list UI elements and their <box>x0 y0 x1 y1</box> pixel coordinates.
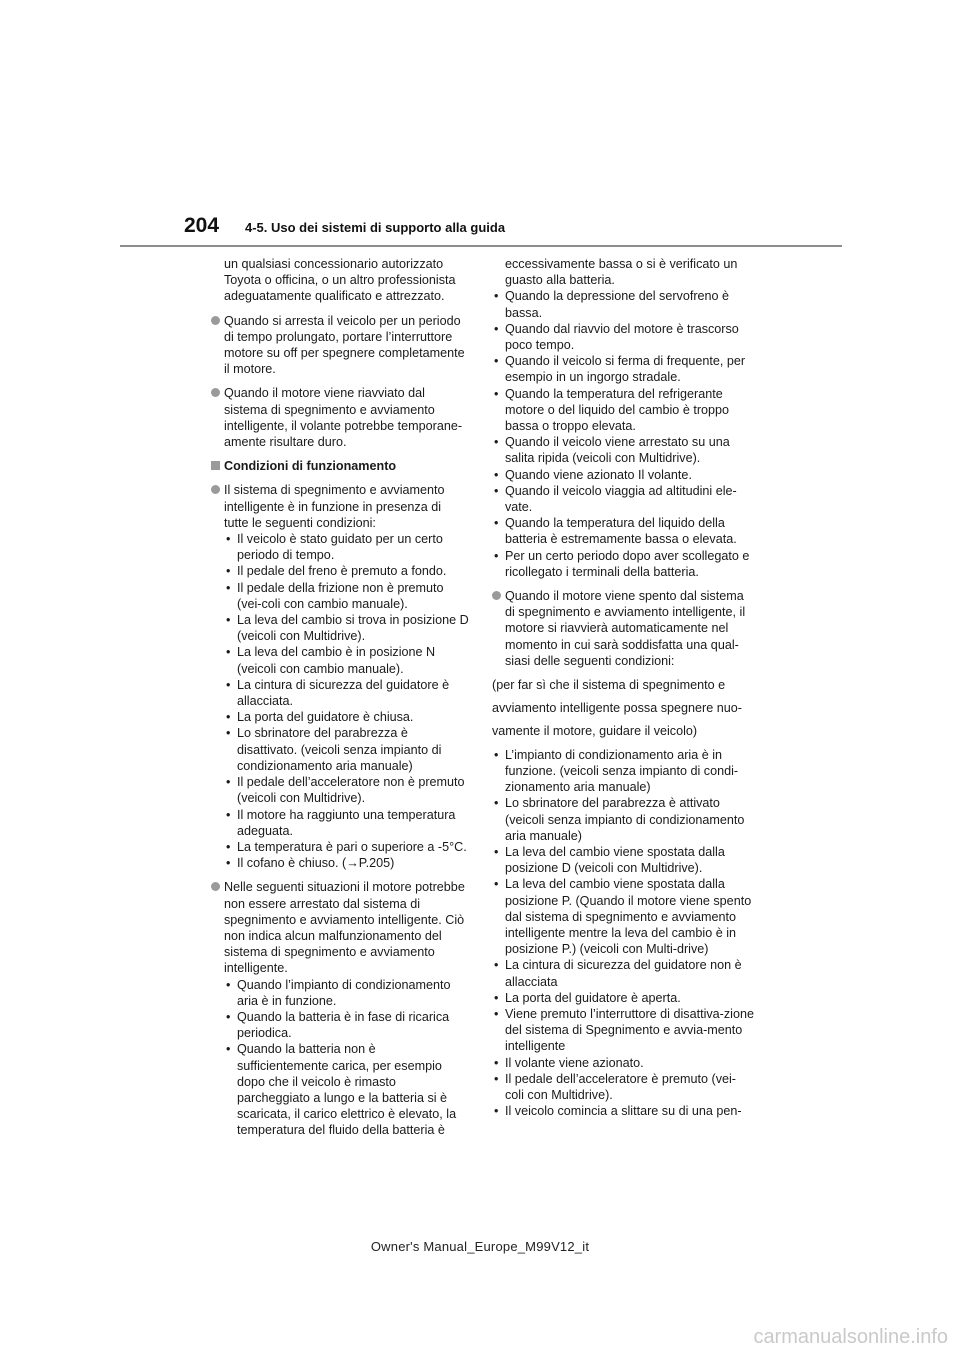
list-item: • Quando il veicolo viene arrestato su una salita ripida (veicoli con Multidrive). <box>492 434 754 466</box>
right-column <box>492 256 754 1119</box>
note-text: Quando il motore viene spento dal sistema di spegnimento e avviamento intelligente, il motore si riavvierà automaticamente nel momento in cui sarà soddisfatta una qual-siasi delle seguenti condizioni: <box>505 589 746 668</box>
list-item: • Il veicolo è stato guidato per un certo periodo di tempo. <box>224 531 469 563</box>
list-item: • Il veicolo comincia a slittare su di una pen- <box>492 1103 754 1119</box>
circle-bullet-icon <box>211 388 220 397</box>
list-item: • Il motore ha raggiunto una temperatura adeguata. <box>224 807 469 839</box>
list-item: • Quando la batteria è in fase di ricarica periodica. <box>224 1009 469 1041</box>
list-item: • Il pedale della frizione non è premuto (vei-coli con cambio manuale). <box>224 580 469 612</box>
note-text: Nelle seguenti situazioni il motore potrebbe non essere arrestato dal sistema di spegnimento e avviamento intelligente. Ciò non indica alcun malfunzionamento del sistema di spegnimento e avviamento intelligente. <box>224 880 465 976</box>
footer-text: Owner's Manual_Europe_M99V12_it <box>370 1239 590 1254</box>
list-item: • L’impianto di condizionamento aria è in funzione. (veicoli senza impianto di condi-zionamento aria manuale) <box>492 747 754 796</box>
header-divider <box>120 245 842 247</box>
left-column <box>211 256 469 1147</box>
circle-bullet-icon <box>211 882 220 891</box>
list-item: • Il cofano è chiuso. (→P.205) <box>224 855 469 871</box>
note-bullet <box>492 588 754 669</box>
note-text: Il sistema di spegnimento e avviamento intelligente è in funzione in presenza di tutte le seguenti condizioni: <box>224 483 445 530</box>
situation-list <box>224 977 469 1139</box>
list-item: • Per un certo periodo dopo aver scollegato e ricollegato i terminali della batteria. <box>492 548 754 580</box>
list-item: • Quando la batteria non è sufficientemente carica, per esempio dopo che il veicolo è rimasto parcheggiato a lungo e la batteria si è scaricata, il carico elettrico è elevato, la temperatura del fluido della batteria è <box>224 1041 469 1138</box>
list-item: • Quando il veicolo viaggia ad altitudini ele-vate. <box>492 483 754 515</box>
section-title: 4-5. Uso dei sistemi di supporto alla guida <box>245 220 506 235</box>
list-item: • La leva del cambio viene spostata dalla posizione D (veicoli con Multidrive). <box>492 844 754 876</box>
note-line: avviamento intelligente possa spegnere nuo- <box>492 701 742 716</box>
list-item: • Quando la temperatura del refrigerante motore o del liquido del cambio è troppo bassa o troppo elevata. <box>492 386 754 435</box>
situation-list <box>492 288 754 580</box>
list-item: • Quando dal riavvio del motore è trascorso poco tempo. <box>492 321 754 353</box>
note-bullet <box>211 879 469 1138</box>
list-item: • La porta del guidatore è chiusa. <box>224 709 469 725</box>
list-item: • La porta del guidatore è aperta. <box>492 990 754 1006</box>
list-item: • La leva del cambio si trova in posizione D (veicoli con Multidrive). <box>224 612 469 644</box>
circle-bullet-icon <box>211 485 220 494</box>
list-item: • La temperatura è pari o superiore a -5°C. <box>224 839 469 855</box>
list-item: • Quando viene azionato Il volante. <box>492 467 754 483</box>
list-item: • Quando la depressione del servofreno è bassa. <box>492 288 754 320</box>
list-item: • Il pedale del freno è premuto a fondo. <box>224 563 469 579</box>
list-continuation: eccessivamente bassa o si è verificato un guasto alla batteria. <box>505 257 738 288</box>
list-item: • Il volante viene azionato. <box>492 1055 754 1071</box>
list-item: • Viene premuto l’interruttore di disattiva-zione del sistema di Spegnimento e avvia-mento intelligente <box>492 1006 754 1055</box>
list-item: • La cintura di sicurezza del guidatore non è allacciata <box>492 957 754 989</box>
subsection-heading <box>211 458 469 474</box>
note-line: vamente il motore, guidare il veicolo) <box>492 724 698 739</box>
subsection-heading-text: Condizioni di funzionamento <box>224 459 397 474</box>
list-item: • La leva del cambio è in posizione N (veicoli con cambio manuale). <box>224 644 469 676</box>
page-number: 204 <box>184 214 220 237</box>
note-text: Quando si arresta il veicolo per un periodo di tempo prolungato, portare l’interruttore motore su off per spegnere completamente il motore. <box>224 313 465 377</box>
list-item: • La leva del cambio viene spostata dalla posizione P. (Quando il motore viene spento dal sistema di spegnimento e avviamento intelligente mentre la leva del cambio è in posizione P.) (veicoli con Multi-drive) <box>492 876 754 957</box>
note-text: Quando il motore viene riavviato dal sistema di spegnimento e avviamento intelligente, il volante potrebbe temporane-amente risultare duro. <box>224 386 463 450</box>
note-bullet <box>211 482 469 871</box>
list-item: • Lo sbrinatore del parabrezza è attivato (veicoli senza impianto di condizionamento aria manuale) <box>492 795 754 844</box>
watermark: carmanualsonline.info <box>753 1326 948 1348</box>
list-item: • Il pedale dell’acceleratore è premuto (vei-coli con Multidrive). <box>492 1071 754 1103</box>
note-bullet <box>211 385 469 450</box>
list-item: • Quando la temperatura del liquido della batteria è estremamente bassa o elevata. <box>492 515 754 547</box>
intro-continuation: un qualsiasi concessionario autorizzato Toyota o officina, o un altro professionista adeguatamente qualificato e attrezzato. <box>224 257 456 304</box>
list-item: • Quando il veicolo si ferma di frequente, per esempio in un ingorgo stradale. <box>492 353 754 385</box>
circle-bullet-icon <box>492 591 501 600</box>
square-bullet-icon <box>211 461 220 470</box>
note-line: (per far sì che il sistema di spegnimento e <box>492 678 726 693</box>
list-item: • Lo sbrinatore del parabrezza è disattivato. (veicoli senza impianto di condizionamento aria manuale) <box>224 725 469 774</box>
list-item: • Quando l’impianto di condizionamento aria è in funzione. <box>224 977 469 1009</box>
note-bullet <box>211 313 469 378</box>
circle-bullet-icon <box>211 316 220 325</box>
list-item: • Il pedale dell’acceleratore non è premuto (veicoli con Multidrive). <box>224 774 469 806</box>
restart-condition-list <box>492 747 754 1120</box>
list-item: • La cintura di sicurezza del guidatore è allacciata. <box>224 677 469 709</box>
condition-list <box>224 531 469 871</box>
